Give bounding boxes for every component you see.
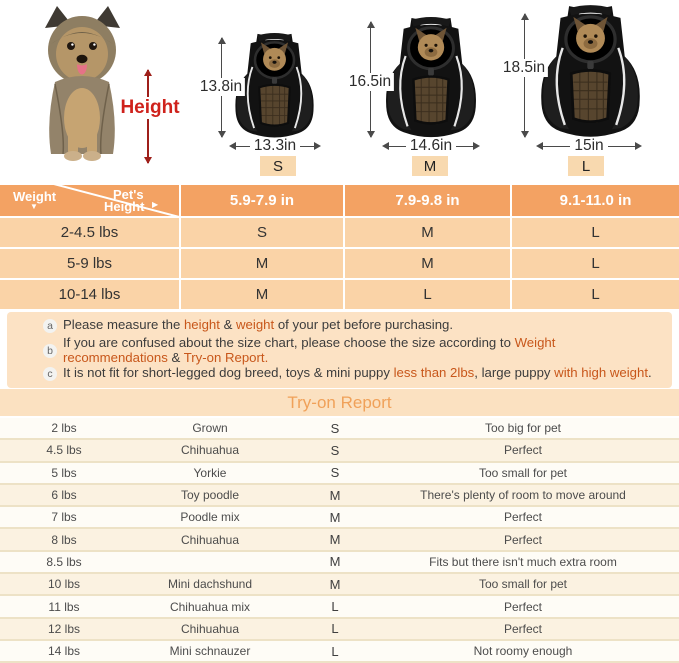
backpack-l-badge: L [568,156,604,176]
backpack-s-badge: S [260,156,296,176]
note-highlight: Try-on Report. [183,349,269,365]
tryon-cell-breed: Chihuahua mix [169,599,251,614]
note-a [43,318,658,333]
tryon-cell-size: L [331,621,339,637]
tryon-cell-breed: Yorkie [193,465,227,480]
note-plain: & [167,349,184,365]
size-chart-table [0,185,679,309]
note-plain: & [219,317,237,332]
pet-height-label: Height [120,97,180,118]
tryon-report-title: Try-on Report [0,389,679,416]
tryon-cell-breed: Grown [192,421,228,436]
note-b-badge: b [43,344,57,358]
tryon-cell-size: M [329,532,341,548]
note-c-badge: c [43,367,57,381]
tryon-cell-weight: 12 lbs [47,621,81,636]
tryon-row [0,619,679,641]
tryon-cell-size: M [329,487,341,503]
backpack-m-height: 16.5in [346,73,394,91]
tryon-cell-breed: Mini dachshund [167,577,253,592]
tryon-row [0,552,679,574]
size-chart-column-header: 5.9-7.9 in [181,185,343,216]
tryon-cell-size: S [330,442,340,458]
tryon-row [0,574,679,596]
tryon-cell-breed: Toy poodle [180,488,240,503]
backpack-l-image [537,5,644,140]
tryon-cell-comment: Perfect [503,621,542,636]
size-chart-size-cell: L [345,280,510,309]
tryon-cell-weight: 10 lbs [47,577,81,592]
backpack-l-width: 15in [574,137,604,154]
size-chart-size-cell: M [345,249,510,278]
note-highlight: less than 2lbs [393,365,475,380]
tryon-cell-weight: 14 lbs [47,644,81,659]
note-b-text [63,336,658,365]
tryon-cell-breed: Chihuahua [180,621,240,636]
tryon-cell-comment: Too big for pet [484,421,562,436]
backpack-s-width: 13.3in [253,137,297,154]
tryon-cell-weight: 7 lbs [51,510,77,525]
size-chart-size-cell: M [345,218,510,247]
tryon-cell-breed: Chihuahua [180,443,240,458]
weight-axis-label: Weight [13,189,57,204]
backpack-l-height: 18.5in [500,59,548,77]
tryon-row [0,641,679,663]
tryon-cell-size: M [329,554,341,570]
pet-height-axis-label-line1: Pet's [113,187,144,202]
tryon-cell-comment: Perfect [503,532,542,547]
height-right-arrow-icon: ▶ [152,200,159,209]
note-highlight: Weight recommendations [63,335,556,365]
tryon-cell-comment: Too small for pet [478,465,568,480]
note-plain: , large puppy [474,365,555,380]
tryon-cell-size: L [331,599,339,615]
tryon-cell-comment: Perfect [503,599,542,614]
tryon-report-table [0,418,679,663]
dog-photo [25,4,140,162]
note-plain: If you are confused about the size chart, please choose the size according to [63,335,515,350]
tryon-cell-size: S [330,420,340,436]
note-c [43,366,658,381]
tryon-cell-weight: 6 lbs [51,488,77,503]
tryon-cell-weight: 4.5 lbs [46,443,82,458]
backpack-m-badge: M [412,156,448,176]
tryon-cell-weight: 11 lbs [48,599,80,614]
tryon-cell-size: L [331,643,339,659]
tryon-row [0,418,679,440]
note-plain: of your pet before purchasing. [274,317,454,332]
tryon-cell-breed: Mini schnauzer [169,644,251,659]
note-a-text [63,318,453,333]
tryon-row [0,463,679,485]
tryon-row [0,440,679,462]
tryon-cell-weight: 8 lbs [51,532,77,547]
tryon-cell-weight: 8.5 lbs [46,554,82,569]
tryon-cell-size: S [330,465,340,481]
size-chart-weight-cell: 2-4.5 lbs [0,218,179,247]
tryon-row [0,507,679,529]
size-chart-column-header: 7.9-9.8 in [345,185,510,216]
backpack-s-height: 13.8in [197,78,245,96]
tryon-cell-comment: There's plenty of room to move around [420,488,626,503]
dimension-arrow-icon [536,138,642,154]
tryon-cell-breed: Poodle mix [180,510,240,525]
tryon-cell-comment: Perfect [503,510,542,525]
tryon-cell-comment: Perfect [503,443,542,458]
hero-section [0,0,679,183]
note-c-text [63,366,652,381]
note-highlight: with high weight [554,365,649,380]
tryon-cell-weight: 2 lbs [51,421,77,436]
tryon-cell-breed: Chihuahua [180,532,240,547]
notes-panel [7,312,672,388]
tryon-row [0,485,679,507]
size-chart-corner-cell [0,185,179,216]
size-chart-size-cell: S [181,218,343,247]
size-chart-size-cell: M [181,280,343,309]
size-chart-size-cell: L [512,280,679,309]
note-plain: Please measure the [63,317,184,332]
weight-down-arrow-icon: ▼ [30,202,38,211]
tryon-cell-size: M [329,576,341,592]
backpack-m-width: 14.6in [409,137,453,154]
tryon-row [0,529,679,551]
tryon-cell-breed [128,552,292,572]
size-chart-size-cell: L [512,249,679,278]
size-chart-size-cell: L [512,218,679,247]
tryon-cell-size: M [329,509,341,525]
backpack-m-image [382,17,480,140]
note-b [43,336,658,365]
tryon-cell-comment: Not roomy enough [473,644,573,659]
note-plain: . [648,365,652,380]
tryon-cell-comment: Fits but there isn't much extra room [429,554,617,569]
size-chart-weight-cell: 5-9 lbs [0,249,179,278]
tryon-row [0,596,679,618]
tryon-cell-comment: Too small for pet [478,577,568,592]
note-plain: It is not fit for short-legged dog breed, toys & mini puppy [63,365,394,380]
dimension-arrow-icon [382,138,480,154]
size-chart-column-header: 9.1-11.0 in [512,185,679,216]
dimension-arrow-icon [229,138,321,154]
note-a-badge: a [43,319,57,333]
note-highlight: height [183,317,220,332]
size-chart-weight-cell: 10-14 lbs [0,280,179,309]
size-chart-size-cell: M [181,249,343,278]
tryon-cell-weight: 5 lbs [51,465,77,480]
pet-height-axis-label-line2: Height [104,199,145,214]
note-highlight: weight [236,317,275,332]
